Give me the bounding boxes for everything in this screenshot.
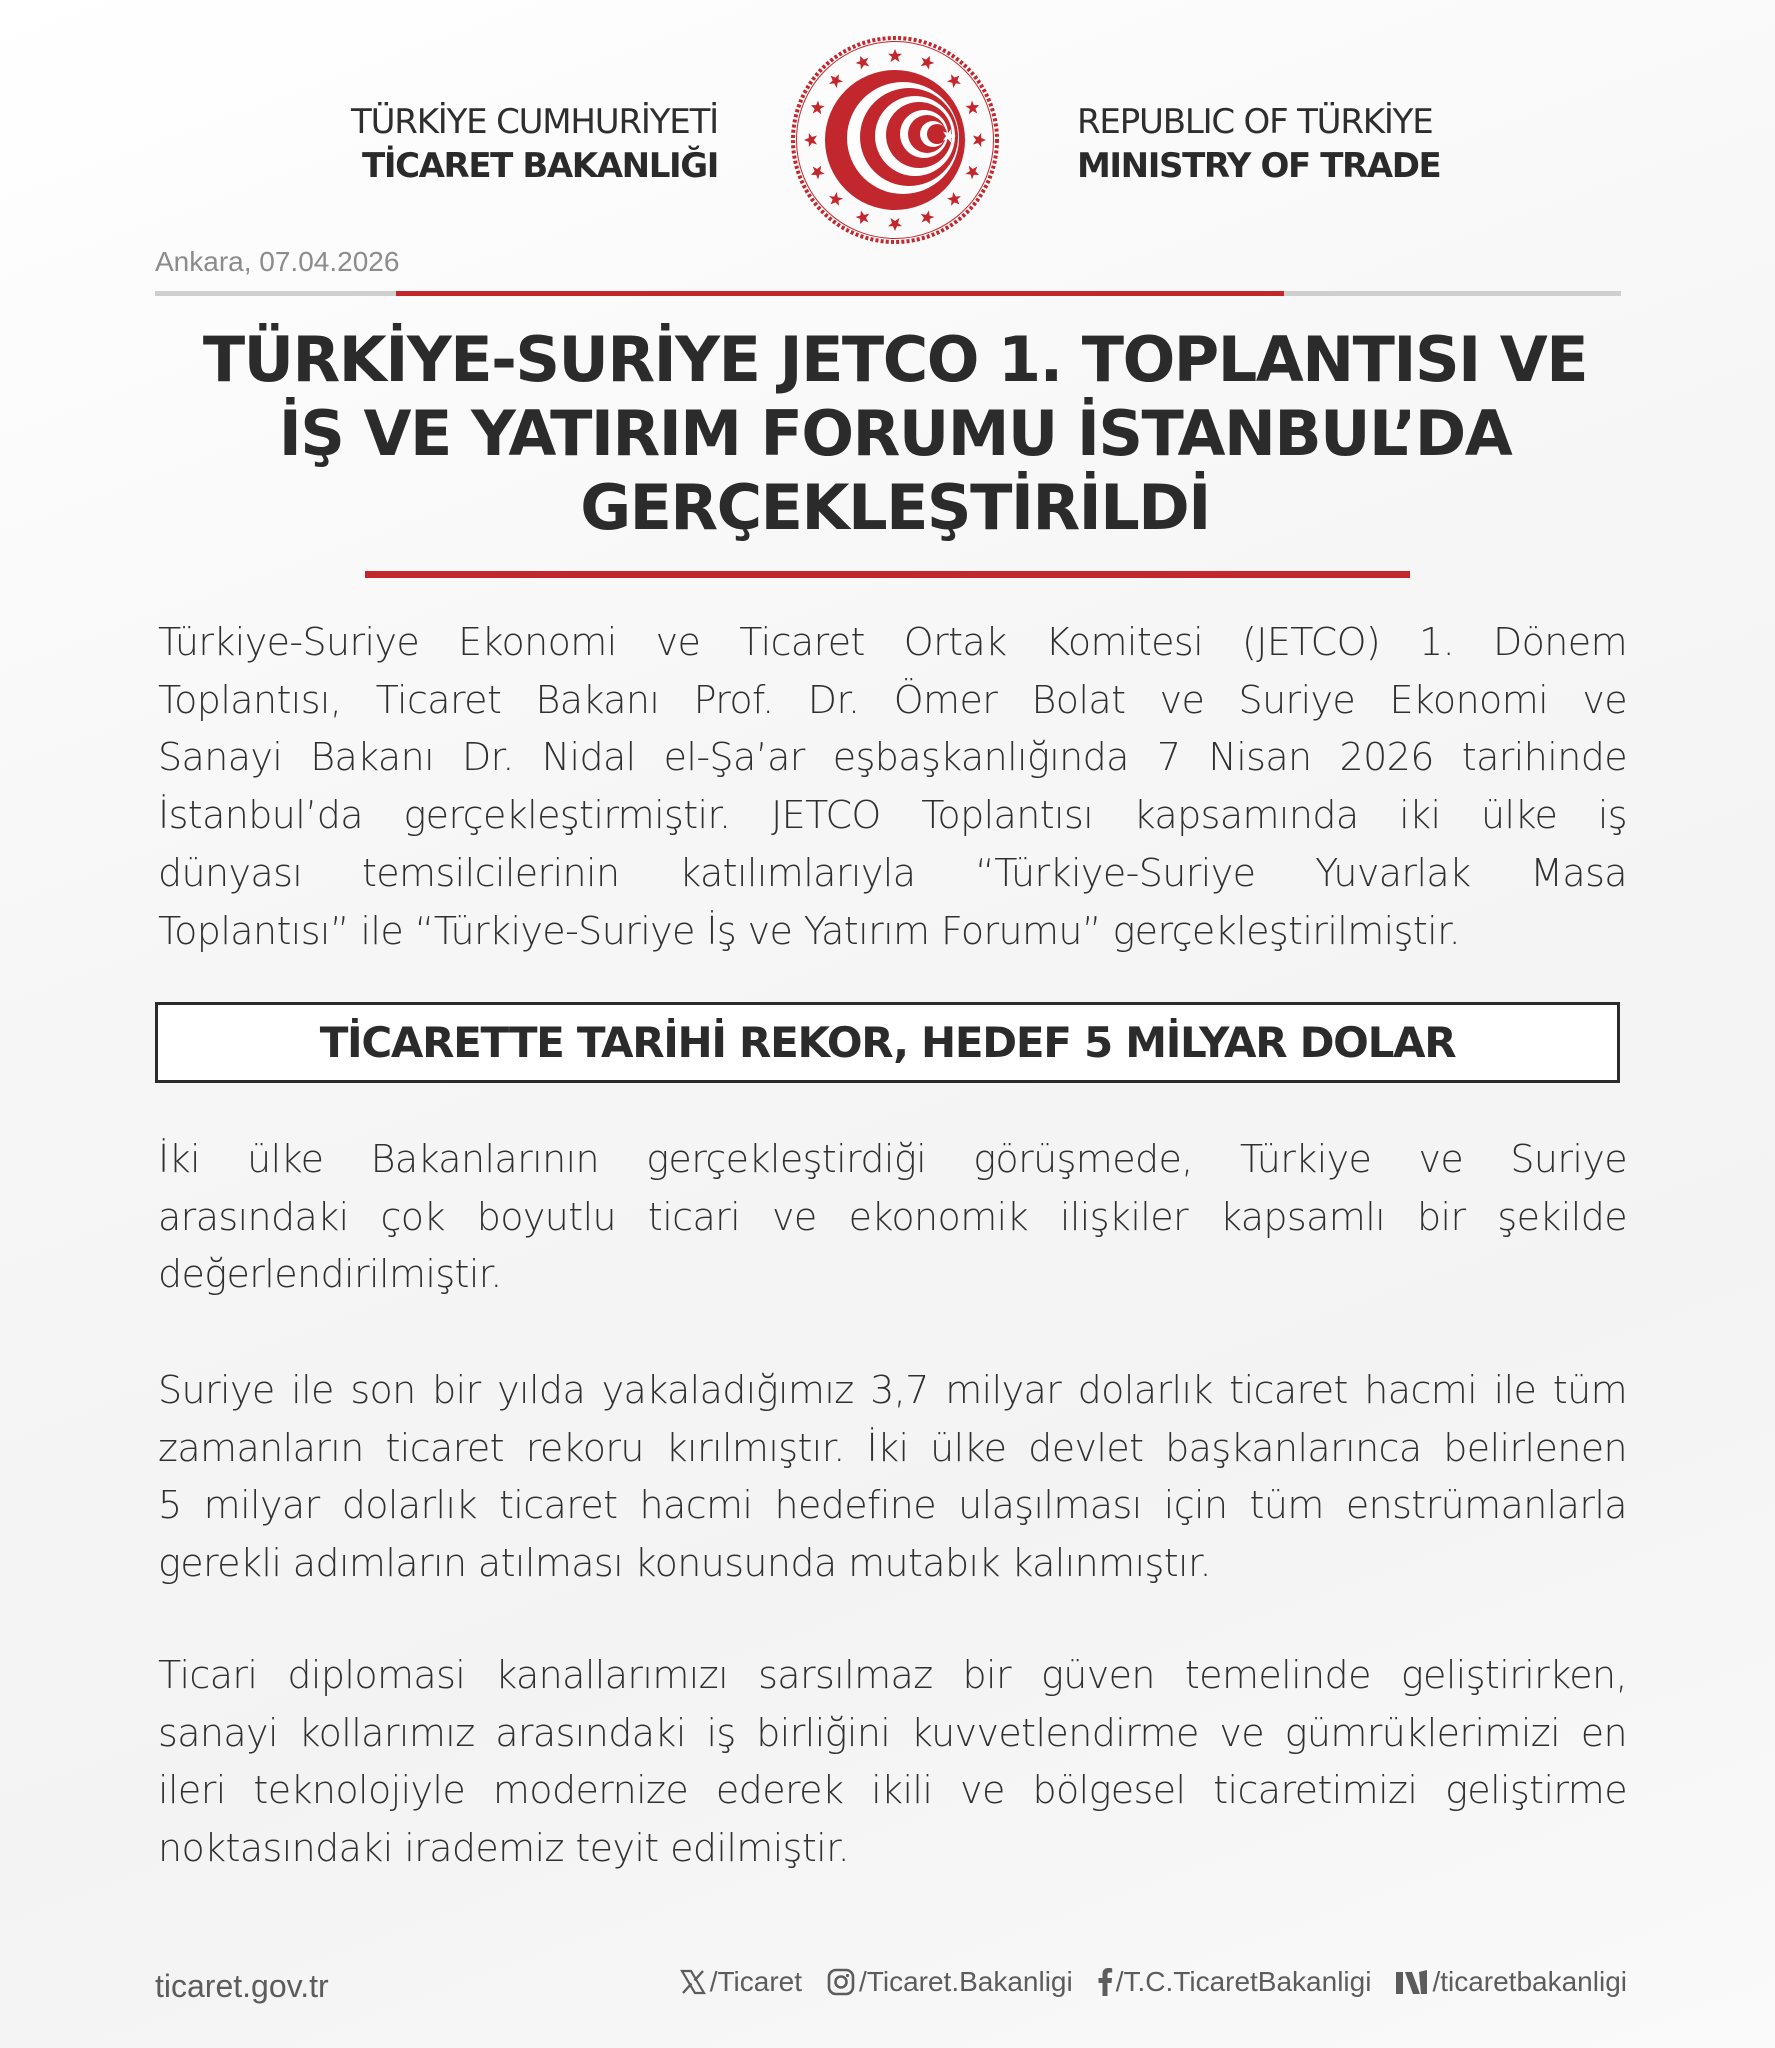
text-line: İstanbul’da gerçekleştirmiştir. JETCO Toplantısı kapsamında iki ülke iş (158, 793, 1627, 838)
ministry-emblem-icon (789, 34, 1001, 246)
header-country-tr: TÜRKİYE CUMHURİYETİ (351, 102, 718, 142)
social-link-instagram[interactable] (826, 1966, 1073, 1998)
title-line: GERÇEKLEŞTİRİLDİ (580, 471, 1210, 544)
social-handle: /Ticaret.Bakanligi (859, 1966, 1073, 1997)
instagram-icon (826, 1967, 856, 1997)
subheading: TİCARETTE TARİHİ REKOR, HEDEF 5 MİLYAR DOLAR (319, 1018, 1456, 1067)
subheading-box (155, 1002, 1620, 1083)
text-line: dünyası temsilcilerinin katılımlarıyla “Türkiye-Suriye Yuvarlak Masa (158, 850, 1627, 895)
text-line: zamanların ticaret rekoru kırılmıştır. İki ülke devlet başkanlarınca belirlenen (158, 1425, 1627, 1470)
header-ministry-tr: TİCARET BAKANLIĞI (362, 146, 718, 186)
social-link-facebook[interactable] (1097, 1966, 1372, 1998)
body-paragraph-2 (158, 1131, 1627, 1304)
text-line: Toplantısı, Ticaret Bakanı Prof. Dr. Ömer Bolat ve Suriye Ekonomi ve (158, 677, 1627, 722)
text-line: Türkiye-Suriye Ekonomi ve Ticaret Ortak Komitesi (JETCO) 1. Dönem (158, 620, 1627, 664)
text-line: Suriye ile son bir yılda yakaladığımız 3,7 milyar dolarlık ticaret hacmi ile tüm (158, 1368, 1627, 1412)
header-country-en: REPUBLIC OF TÜRKİYE (1077, 102, 1433, 142)
website-link[interactable]: ticaret.gov.tr (155, 1968, 329, 2004)
header-ministry-en: MINISTRY OF TRADE (1077, 146, 1441, 186)
text-line: ileri teknolojiyle modernize ederek ikili ve bölgesel ticaretimizi geliştirme (158, 1768, 1627, 1813)
text-line: noktasındaki irademiz teyit edilmiştir. (158, 1826, 850, 1871)
social-links (679, 1966, 1627, 1998)
title-underline (365, 571, 1410, 578)
text-line: Sanayi Bakanı Dr. Nidal el-Şa’ar eşbaşkanlığında 7 Nisan 2026 tarihinde (158, 735, 1627, 780)
social-handle: /T.C.TicaretBakanligi (1115, 1966, 1372, 1997)
x-twitter-icon (679, 1968, 707, 1996)
text-line: değerlendirilmiştir. (158, 1252, 502, 1297)
header-divider-accent (396, 291, 1284, 296)
title-line: İŞ VE YATIRIM FORUMU İSTANBUL’DA (278, 397, 1512, 470)
text-line: Ticari diplomasi kanallarımızı sarsılmaz bir güven temelinde geliştirirken, (158, 1653, 1627, 1697)
page-title (140, 323, 1650, 545)
text-line: İki ülke Bakanlarının gerçekleştirdiği görüşmede, Türkiye ve Suriye (158, 1137, 1627, 1181)
text-line: Toplantısı” ile “Türkiye-Suriye İş ve Yatırım Forumu” gerçekleştirilmiştir. (158, 908, 1461, 953)
body-paragraph-1 (158, 614, 1627, 960)
body-paragraph-3 (158, 1362, 1627, 1593)
header-turkish-name (290, 100, 718, 188)
social-link-x[interactable] (679, 1966, 802, 1998)
facebook-icon (1097, 1967, 1113, 1997)
header-english-name (1077, 100, 1537, 188)
text-line: 5 milyar dolarlık ticaret hacmi hedefine ulaşılması için tüm enstrümanlarla (158, 1483, 1627, 1528)
body-paragraph-4 (158, 1647, 1627, 1878)
social-handle: /ticaretbakanligi (1432, 1966, 1627, 1997)
title-line: TÜRKİYE-SURİYE JETCO 1. TOPLANTISI VE (202, 323, 1588, 396)
text-line: arasındaki çok boyutlu ticari ve ekonomik ilişkiler kapsamlı bir şekilde (158, 1194, 1627, 1239)
dateline: Ankara, 07.04.2026 (155, 246, 400, 277)
text-line: gerekli adımların atılması konusunda mutabık kalınmıştır. (158, 1541, 1211, 1586)
text-line: sanayi kollarımız arasındaki iş birliğini kuvvetlendirme ve gümrüklerimizi en (158, 1710, 1627, 1755)
social-handle: /Ticaret (709, 1966, 802, 1997)
social-link-nsosyal[interactable] (1395, 1966, 1627, 1998)
nsosyal-icon (1395, 1968, 1429, 1996)
